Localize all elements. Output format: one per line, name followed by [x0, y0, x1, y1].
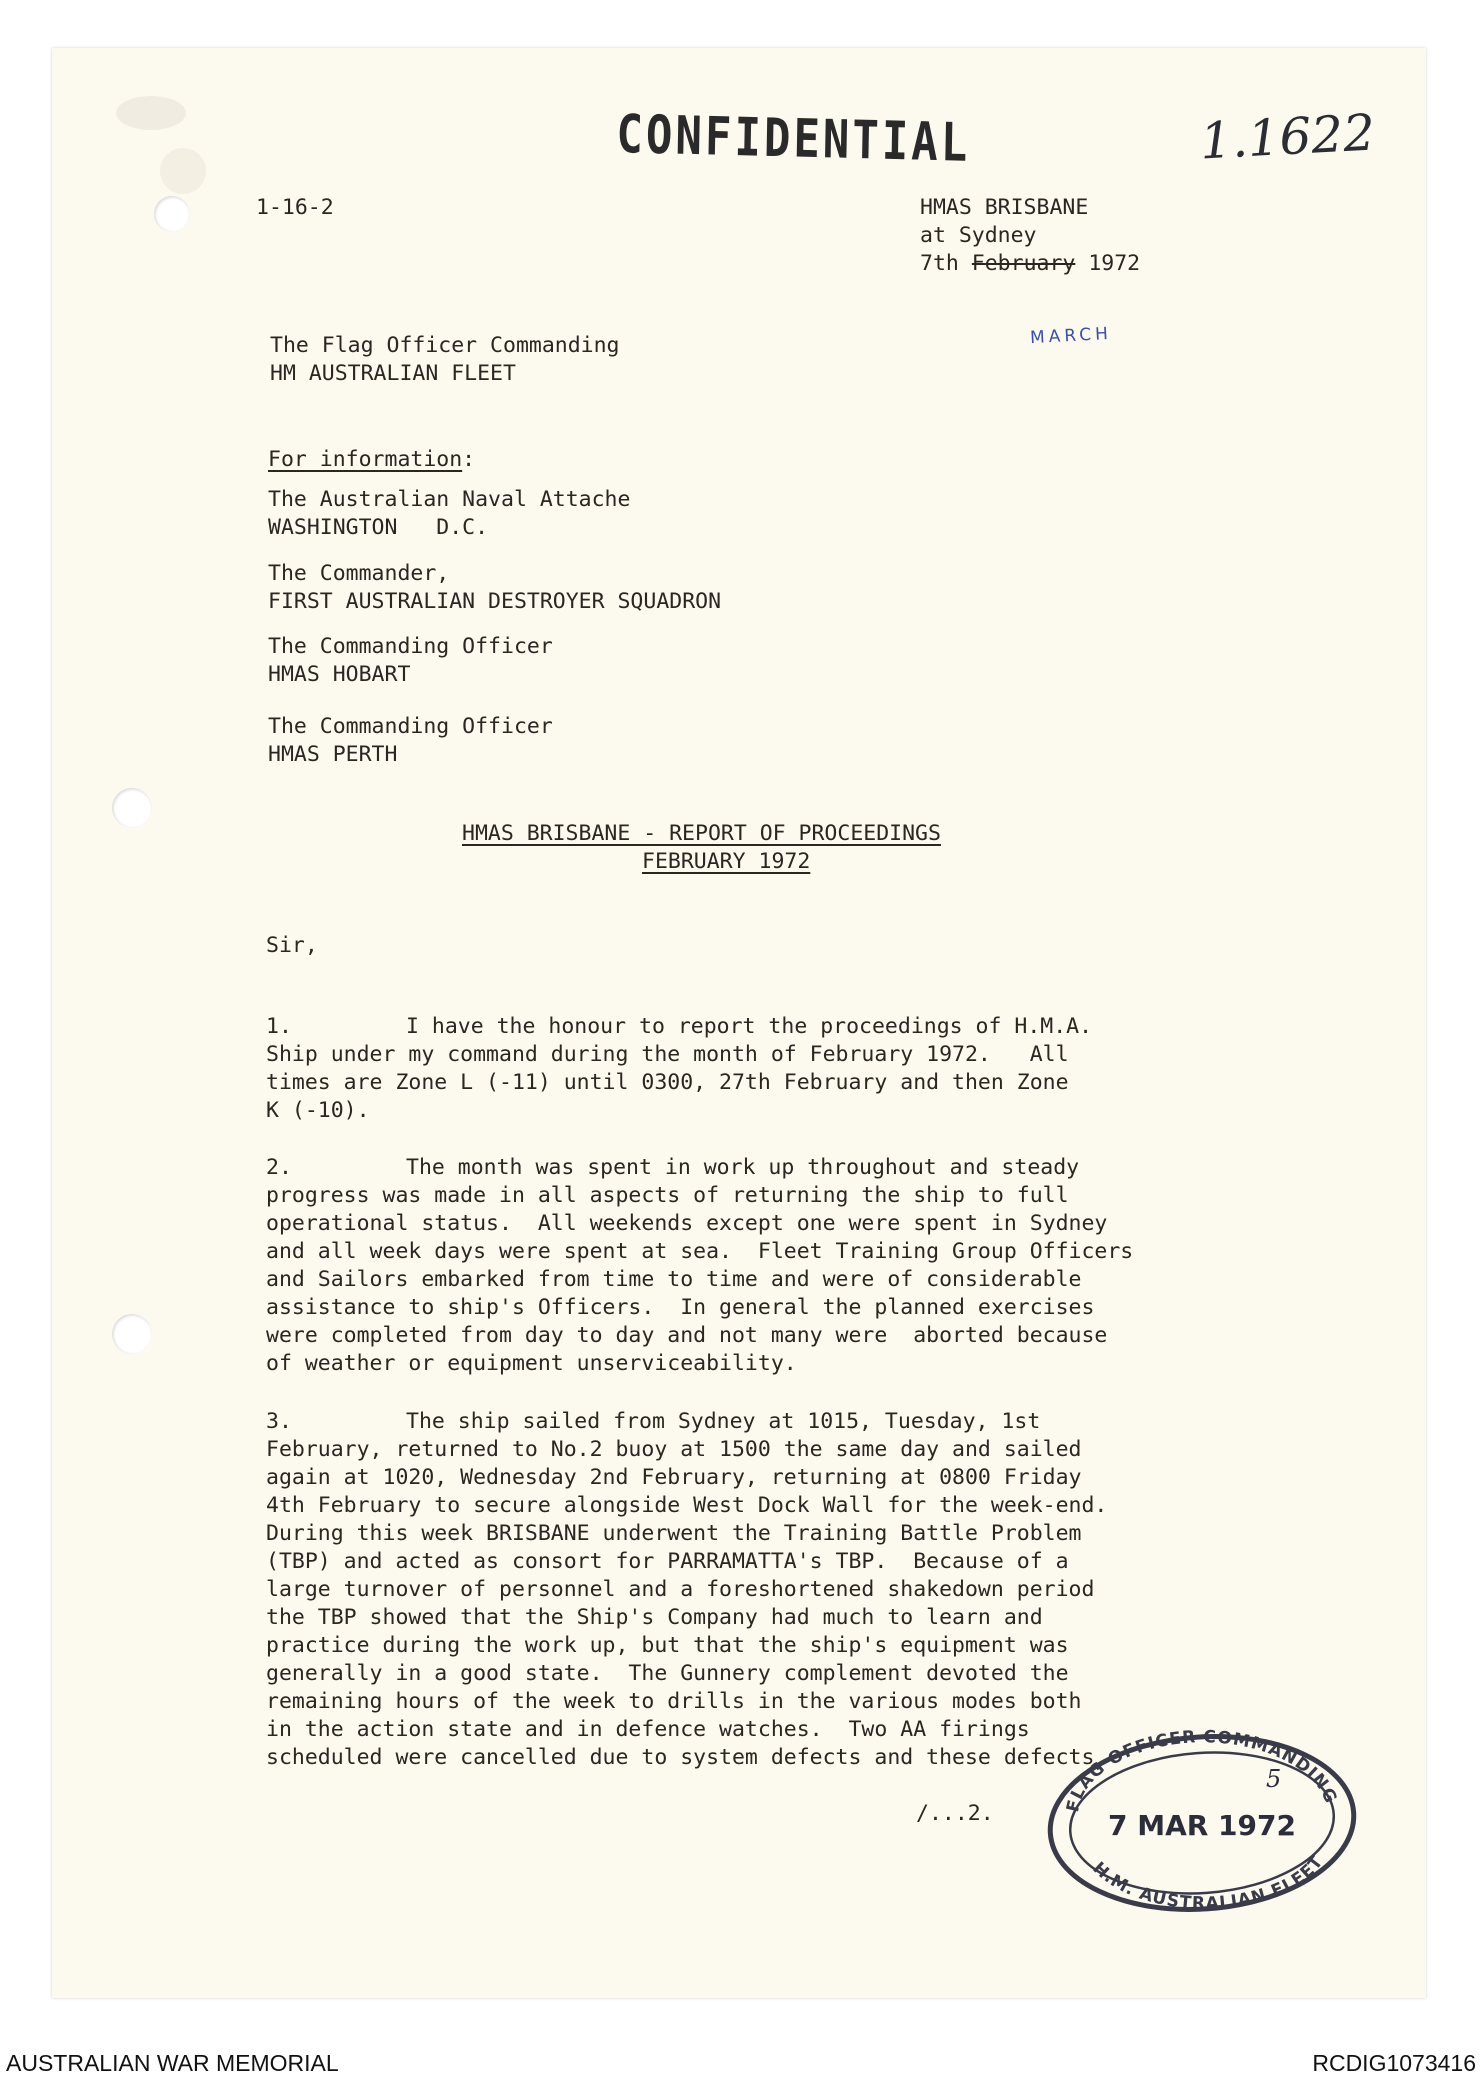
paragraph-line: operational status. All weekends except one were spent in Sydney	[266, 1211, 1108, 1236]
info-heading-colon: :	[462, 447, 476, 472]
paragraph-line: February, returned to No.2 buoy at 1500 the same day and sailed	[266, 1437, 1082, 1462]
paragraph-line: remaining hours of the week to drills in the various modes both	[266, 1689, 1082, 1714]
receipt-stamp	[1040, 1725, 1365, 1915]
continuation-marker: /...2.	[916, 1801, 994, 1826]
addressee-line: HM AUSTRALIAN FLEET	[270, 361, 516, 386]
paragraph-line: The month was spent in work up throughout and steady	[406, 1155, 1080, 1180]
info-recipient-line: The Australian Naval Attache	[268, 487, 631, 512]
sender-ship: HMAS BRISBANE	[920, 195, 1089, 220]
paragraph-line: the TBP showed that the Ship's Company had much to learn and	[266, 1605, 1043, 1630]
paragraph-line: and Sailors embarked from time to time and were of considerable	[266, 1267, 1082, 1292]
salutation: Sir,	[266, 933, 318, 958]
handwritten-date-correction: MARCH	[1029, 323, 1113, 349]
paragraph-line: The ship sailed from Sydney at 1015, Tuesday, 1st	[406, 1409, 1041, 1434]
date-year: 1972	[1088, 251, 1141, 276]
paragraph-line: Ship under my command during the month of February 1972. All	[266, 1042, 1069, 1067]
sender-location: at Sydney	[920, 223, 1037, 248]
paragraph-number: 1.	[266, 1014, 292, 1039]
paragraph-line: assistance to ship's Officers. In general the planned exercises	[266, 1295, 1095, 1320]
punch-hole-middle	[112, 788, 152, 828]
info-recipient-line: The Commander,	[268, 561, 450, 586]
stamp-bottom-text: H.M. AUSTRALIAN FLEET	[1088, 1851, 1328, 1914]
info-recipient-line: The Commanding Officer	[268, 634, 553, 659]
info-heading-label: For information	[268, 447, 463, 472]
letter-date	[920, 250, 1140, 278]
handwritten-file-reference: 1.1622	[1198, 103, 1377, 171]
info-heading	[268, 446, 475, 474]
punch-hole-bottom	[112, 1314, 152, 1354]
paragraph-number: 2.	[266, 1155, 292, 1180]
date-month-struck: February	[971, 251, 1076, 276]
paragraph-line: and all week days were spent at sea. Fleet Training Group Officers	[266, 1239, 1134, 1264]
paragraph-line: were completed from day to day and not many were aborted because	[266, 1323, 1108, 1348]
paragraph-line: scheduled were cancelled due to system defects and these defects	[266, 1745, 1095, 1770]
paragraph-number: 3.	[266, 1409, 292, 1434]
info-recipient-line: The Commanding Officer	[268, 714, 553, 739]
paragraph-line: of weather or equipment unserviceability.	[266, 1351, 797, 1376]
paragraph-line: 4th February to secure alongside West Dock Wall for the week-end.	[266, 1493, 1108, 1518]
date-day: 7th	[920, 251, 959, 276]
confidential-stamp: CONFIDENTIAL	[615, 104, 971, 175]
report-subtitle: FEBRUARY 1972	[642, 849, 811, 874]
report-title: HMAS BRISBANE - REPORT OF PROCEEDINGS	[462, 821, 941, 846]
stamp-handwritten-number: 5	[1266, 1765, 1282, 1793]
paper-wear-mark	[160, 148, 206, 194]
paragraph-line: large turnover of personnel and a foreshortened shakedown period	[266, 1577, 1095, 1602]
paragraph-line: progress was made in all aspects of returning the ship to full	[266, 1183, 1069, 1208]
info-recipient-line: FIRST AUSTRALIAN DESTROYER SQUADRON	[268, 589, 722, 614]
stamp-date: 7 MAR 1972	[1107, 1809, 1297, 1842]
paragraph-line: in the action state and in defence watches. Two AA firings	[266, 1717, 1030, 1742]
paragraph-line: (TBP) and acted as consort for PARRAMATTA's TBP. Because of a	[266, 1549, 1069, 1574]
footer-record-id: RCDIG1073416	[1312, 2050, 1476, 2076]
paragraph-line: During this week BRISBANE underwent the Training Battle Problem	[266, 1521, 1082, 1546]
footer-source: AUSTRALIAN WAR MEMORIAL	[6, 2050, 339, 2076]
paragraph-line: K (-10).	[266, 1098, 370, 1123]
paragraph-line: again at 1020, Wednesday 2nd February, returning at 0800 Friday	[266, 1465, 1082, 1490]
paper-wear-mark	[116, 96, 186, 130]
paragraph-line: I have the honour to report the proceedings of H.M.A.	[406, 1014, 1093, 1039]
info-recipient-line: HMAS PERTH	[268, 742, 398, 767]
paragraph-line: practice during the work up, but that the ship's equipment was	[266, 1633, 1069, 1658]
stamp-top-text: FLAG OFFICER COMMANDING	[1062, 1727, 1341, 1814]
info-recipient-line: HMAS HOBART	[268, 662, 411, 687]
document-page	[52, 48, 1426, 1998]
addressee-line: The Flag Officer Commanding	[270, 333, 620, 358]
paragraph-line: times are Zone L (-11) until 0300, 27th February and then Zone	[266, 1070, 1069, 1095]
info-recipient-line: WASHINGTON D.C.	[268, 515, 489, 540]
punch-hole-top	[154, 196, 190, 232]
file-reference: 1-16-2	[256, 195, 334, 220]
paragraph-line: generally in a good state. The Gunnery complement devoted the	[266, 1661, 1069, 1686]
